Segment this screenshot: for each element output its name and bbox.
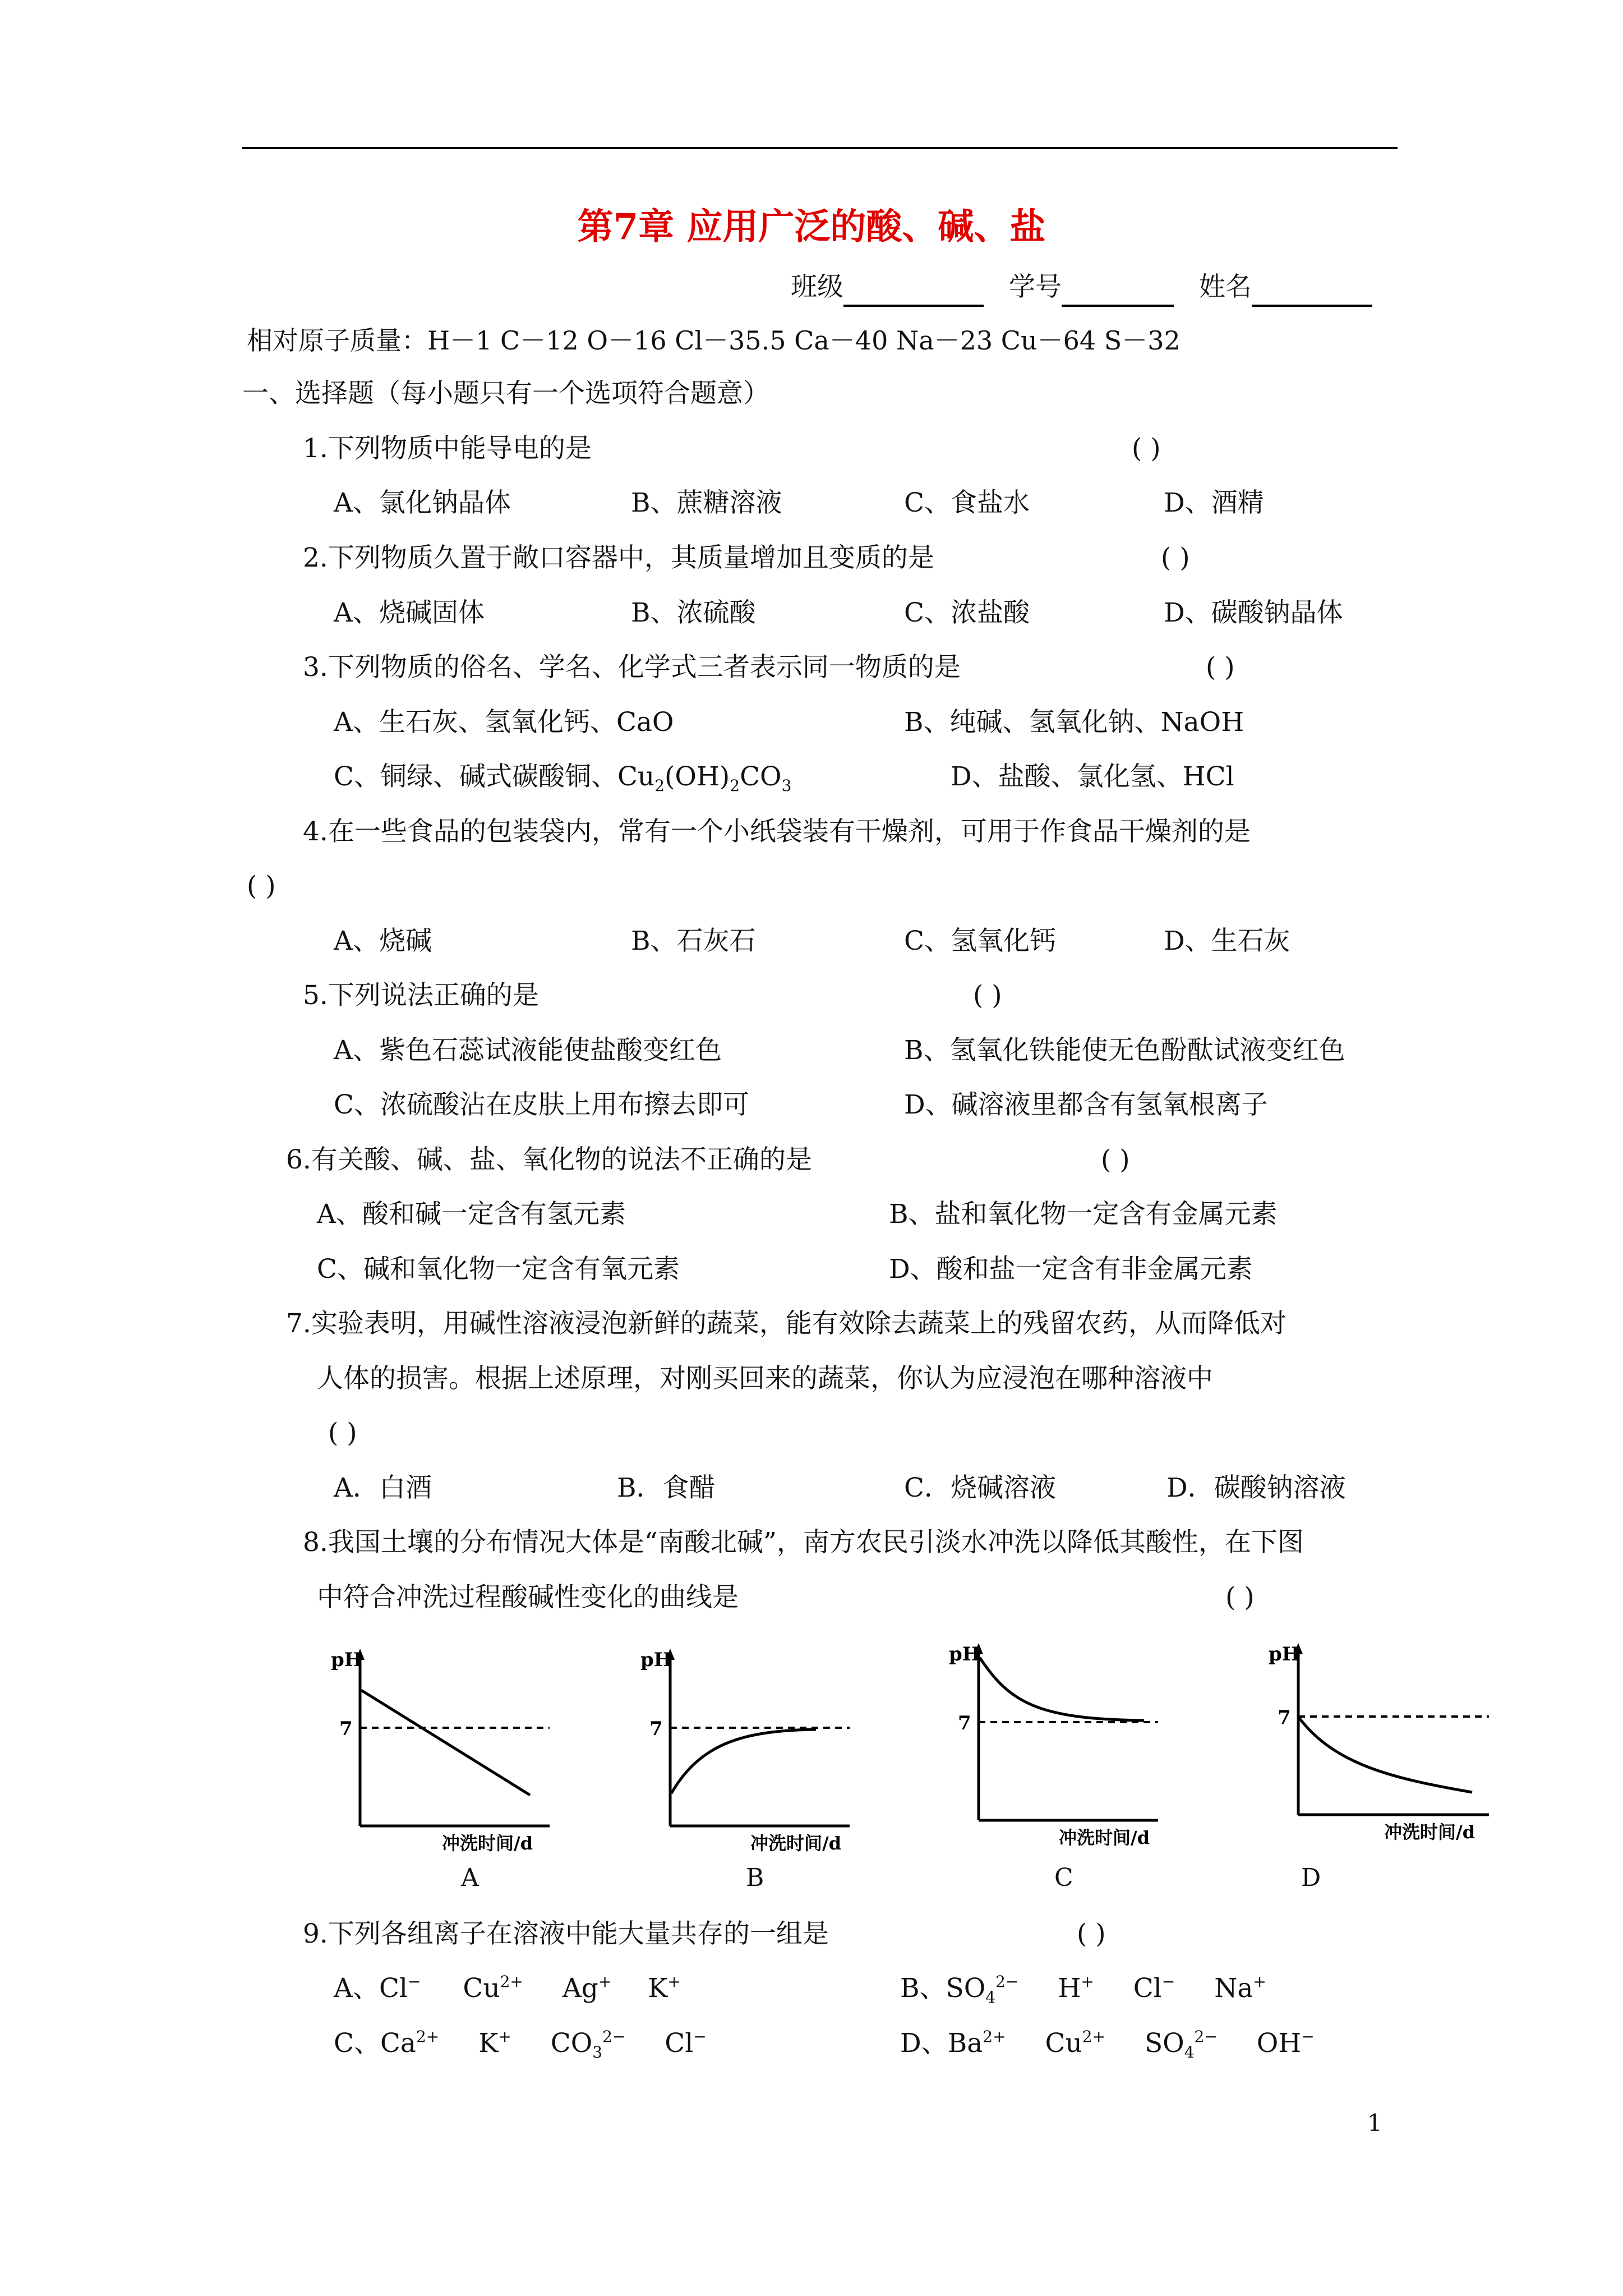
q9-answer-bracket: ( ) — [1077, 1918, 1106, 1949]
q6-option-a: A、酸和碱一定含有氢元素 — [317, 1199, 626, 1230]
q7-stem-line2: 人体的损害。根据上述原理，对刚买回来的蔬菜，你认为应浸泡在哪种溶液中 — [317, 1363, 1213, 1394]
chart-d — [1245, 1635, 1525, 1848]
q4-option-b: B、石灰石 — [631, 926, 756, 956]
q5-option-c: C、浓硫酸沾在皮肤上用布擦去即可 — [334, 1089, 749, 1120]
class-blank — [843, 277, 984, 307]
q7-option-a: A．白酒 — [334, 1473, 432, 1503]
student-info-row — [791, 268, 1372, 307]
chart-c-letter: C — [1054, 1864, 1073, 1892]
q4-option-a: A、烧碱 — [334, 926, 432, 956]
chart-c-ref-label: 7 — [958, 1712, 971, 1734]
chart-d-svg — [1245, 1635, 1525, 1848]
q8-stem-line1: 8.我国土壤的分布情况大体是“南酸北碱”，南方农民引淡水冲洗以降低其酸性，在下图 — [303, 1527, 1304, 1558]
chart-b-xlabel: 冲洗时间/d — [750, 1833, 842, 1854]
chart-c-ylabel: pH — [949, 1643, 980, 1665]
q3-answer-bracket: ( ) — [1206, 652, 1235, 683]
chart-b-svg — [617, 1641, 875, 1854]
q7-answer-bracket: ( ) — [328, 1418, 357, 1448]
chart-b-letter: B — [746, 1864, 764, 1892]
chart-d-curve — [1299, 1718, 1472, 1792]
q7-option-d: D．碳酸钠溶液 — [1166, 1473, 1346, 1503]
q5-stem: 5.下列说法正确的是 — [303, 980, 539, 1011]
chart-d-letter: D — [1301, 1864, 1321, 1892]
q6-option-b: B、盐和氧化物一定含有金属元素 — [889, 1199, 1278, 1230]
header-rule — [242, 147, 1398, 149]
chart-a-ref-label: 7 — [339, 1718, 353, 1740]
name-label: 姓名 — [1198, 272, 1252, 302]
chart-c — [925, 1635, 1183, 1848]
section-heading: 一、选择题（每小题只有一个选项符合题意） — [242, 378, 769, 409]
chart-a-ylabel: pH — [331, 1649, 362, 1671]
q1-option-d: D、酒精 — [1164, 487, 1264, 518]
q6-option-d: D、酸和盐一定含有非金属元素 — [889, 1254, 1253, 1285]
q2-option-a: A、烧碱固体 — [334, 597, 485, 628]
q9-option-a: A、Cl− $Cu^{2+}$ Ag+ K+ — [334, 1972, 681, 2004]
chart-b — [617, 1641, 875, 1854]
q5-option-a: A、紫色石蕊试液能使盐酸变红色 — [334, 1035, 722, 1066]
chart-d-xlabel: 冲洗时间/d — [1384, 1821, 1476, 1843]
q1-answer-bracket: ( ) — [1132, 433, 1161, 464]
chart-c-svg — [925, 1635, 1183, 1848]
q3-option-b: B、纯碱、氢氧化钠、NaOH — [904, 707, 1244, 738]
chart-a-xlabel: 冲洗时间/d — [442, 1833, 533, 1854]
chart-a — [314, 1641, 572, 1854]
id-blank — [1062, 277, 1174, 307]
class-label: 班级 — [791, 272, 843, 302]
q3-option-a: A、生石灰、氢氧化钙、CaO — [334, 707, 674, 738]
q2-answer-bracket: ( ) — [1161, 542, 1190, 573]
page-title: 第7章 应用广泛的酸、碱、盐 — [577, 206, 1046, 248]
q9-option-c: C、$Ca^{2+}$ K+ $CO_3^{2-}$ Cl− — [334, 2027, 707, 2062]
q2-option-c: C、浓盐酸 — [904, 597, 1030, 628]
chart-b-curve — [671, 1729, 816, 1793]
q4-stem: 4.在一些食品的包装袋内，常有一个小纸袋装有干燥剂，可用于作食品干燥剂的是 — [303, 816, 1251, 847]
q9-option-d: D、$Ba^{2+}$ $Cu^{2+}$ $SO_4^{2-}$ OH− — [900, 2027, 1315, 2062]
chart-a-curve — [361, 1690, 530, 1795]
q8-answer-bracket: ( ) — [1225, 1582, 1255, 1613]
q8-stem-line2: 中符合冲洗过程酸碱性变化的曲线是 — [317, 1582, 739, 1613]
q9-stem: 9.下列各组离子在溶液中能大量共存的一组是 — [303, 1918, 829, 1949]
chart-a-letter: A — [461, 1864, 479, 1892]
q6-option-c: C、碱和氧化物一定含有氧元素 — [317, 1254, 680, 1285]
q5-option-b: B、氢氧化铁能使无色酚酞试液变红色 — [904, 1035, 1345, 1066]
q6-answer-bracket: ( ) — [1101, 1144, 1130, 1175]
chart-d-ref-label: 7 — [1278, 1706, 1291, 1729]
q6-stem: 6.有关酸、碱、盐、氧化物的说法不正确的是 — [286, 1144, 812, 1175]
q1-option-a: A、氯化钠晶体 — [334, 487, 511, 518]
q5-option-d: D、碱溶液里都含有氢氧根离子 — [904, 1089, 1268, 1120]
q4-option-c: C、氢氧化钙 — [904, 926, 1056, 956]
q4-option-d: D、生石灰 — [1164, 926, 1290, 956]
chart-c-xlabel: 冲洗时间/d — [1059, 1827, 1150, 1848]
page-number: 1 — [1367, 2109, 1382, 2137]
q9-option-b: B、$SO_4^{2-}$ H+ Cl− Na+ — [900, 1972, 1266, 2007]
q1-option-c: C、食盐水 — [904, 487, 1030, 518]
chart-d-ylabel: pH — [1269, 1643, 1300, 1665]
q1-option-b: B、蔗糖溶液 — [631, 487, 782, 518]
q3-option-d: D、盐酸、氯化氢、HCl — [951, 761, 1234, 792]
id-label: 学号 — [1008, 272, 1062, 302]
q3-option-c: C、铜绿、碱式碳酸铜、$Cu_2(OH)_2CO_3$ — [334, 761, 792, 795]
q7-option-b: B．食醋 — [617, 1473, 716, 1503]
chart-b-ref-label: 7 — [649, 1718, 663, 1740]
q2-stem: 2.下列物质久置于敞口容器中，其质量增加且变质的是 — [303, 542, 934, 573]
q3-stem: 3.下列物质的俗名、学名、化学式三者表示同一物质的是 — [303, 652, 961, 683]
chart-b-ylabel: pH — [640, 1649, 672, 1671]
q4-answer-bracket: ( ) — [247, 871, 276, 901]
q7-stem-line1: 7.实验表明，用碱性溶液浸泡新鲜的蔬菜，能有效除去蔬菜上的残留农药，从而降低对 — [286, 1308, 1287, 1339]
q1-stem: 1.下列物质中能导电的是 — [303, 433, 592, 464]
chart-c-curve — [980, 1658, 1144, 1720]
q7-option-c: C．烧碱溶液 — [904, 1473, 1056, 1503]
q2-option-d: D、碳酸钠晶体 — [1164, 597, 1343, 628]
atomic-masses: 相对原子质量：H－1 C－12 O－16 Cl－35.5 Ca－40 Na－23 Cu－64 S－32 — [247, 325, 1181, 356]
q2-option-b: B、浓硫酸 — [631, 597, 756, 628]
name-blank — [1252, 277, 1372, 307]
q5-answer-bracket: ( ) — [973, 980, 1002, 1011]
chart-a-svg — [314, 1641, 572, 1854]
